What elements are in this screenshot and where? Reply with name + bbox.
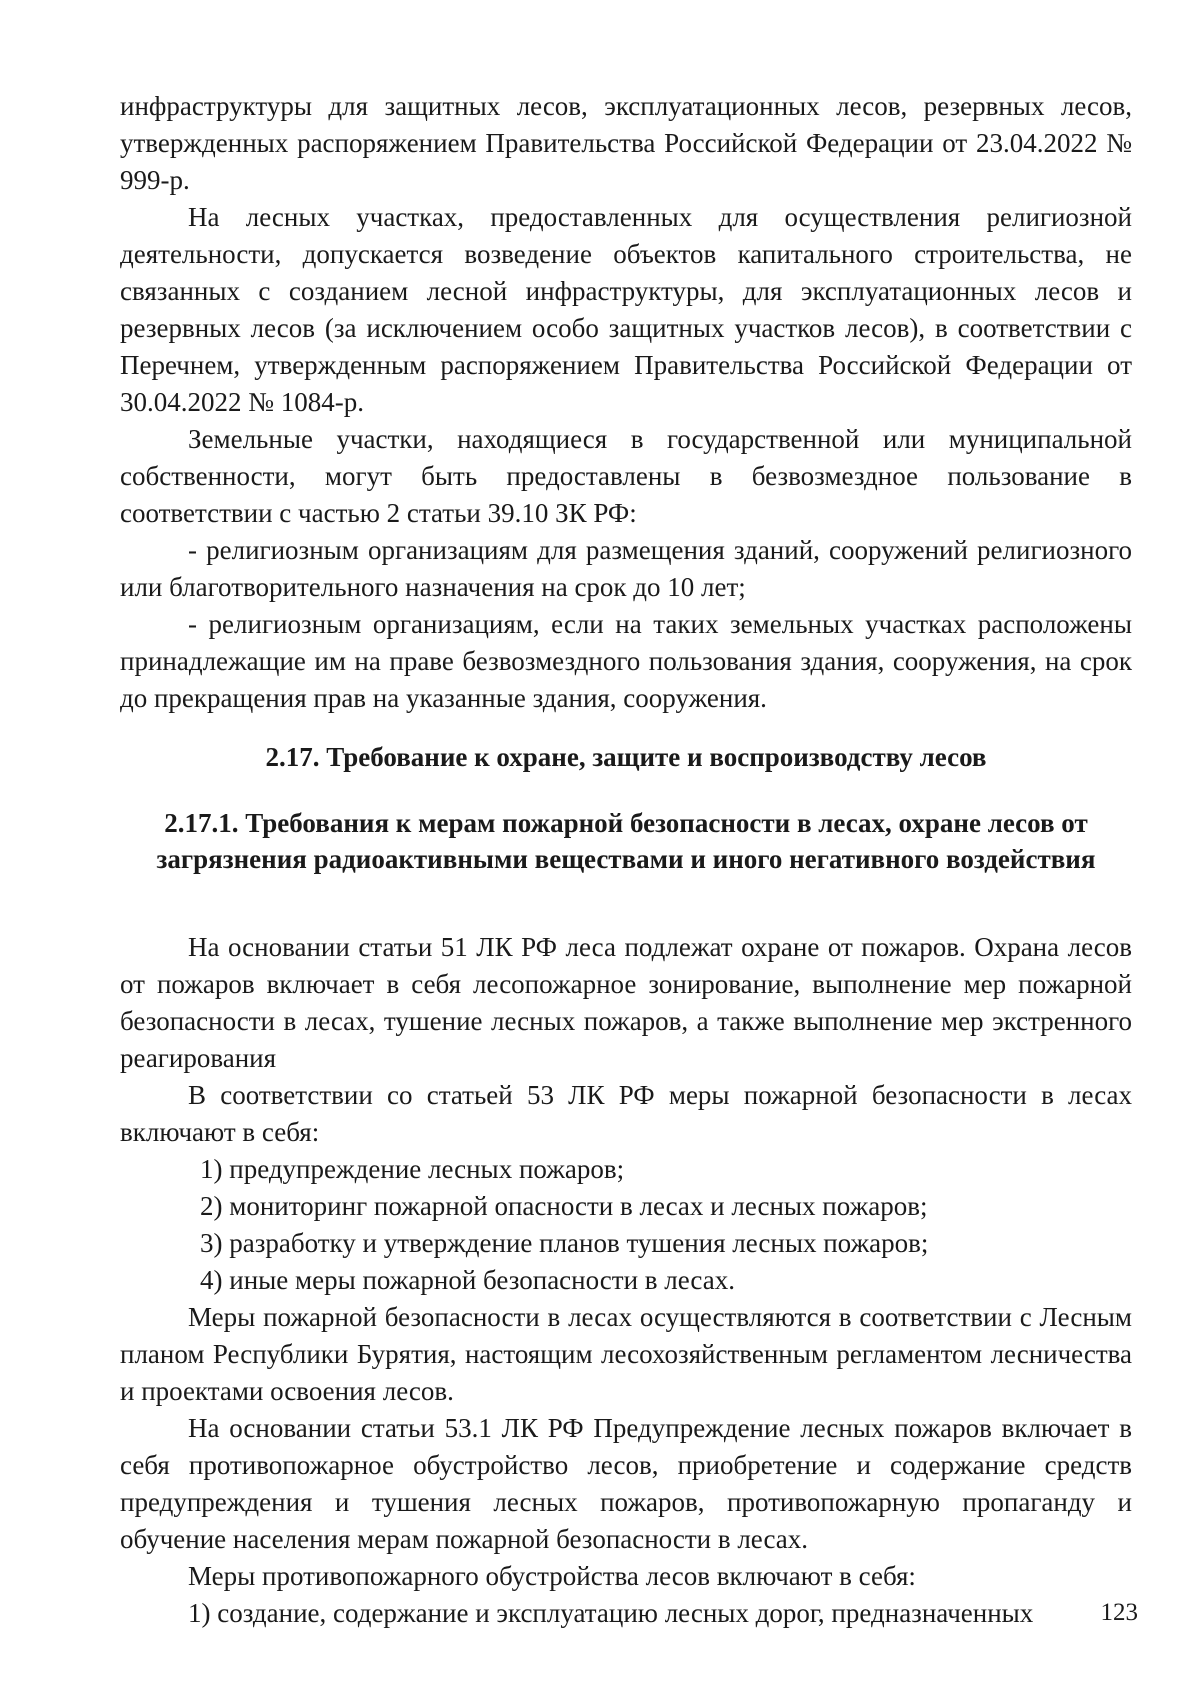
paragraph-fire-arrangement: Меры противопожарного обустройства лесов включают в себя:	[188, 1561, 916, 1591]
paragraph-dash-item-2: - религиозным организациям, если на таких земельных участках расположены принадлежащие им на праве безвозмездного пользования здания, сооружения, на срок до прекращения прав на указанные здания, сооружения.	[120, 609, 1132, 713]
subsection-heading: 2.17.1. Требования к мерам пожарной безопасности в лесах, охране лесов от загрязнения радиоактивными веществами и иного негативного воздействия	[156, 808, 1096, 874]
list-item: 2) мониторинг пожарной опасности в лесах и лесных пожаров;	[200, 1191, 928, 1221]
paragraph-fire-measures: В соответствии со статьей 53 ЛК РФ меры пожарной безопасности в лесах включают в себя:	[120, 1080, 1132, 1147]
section-heading: 2.17. Требование к охране, защите и воспроизводству лесов	[265, 742, 987, 772]
paragraph-land-plots: Земельные участки, находящиеся в государственной или муниципальной собственности, могут быть предоставлены в безвозмездное пользование в соответствии с частью 2 статьи 39.10 ЗК РФ:	[120, 424, 1132, 528]
paragraph-forest-plan: Меры пожарной безопасности в лесах осуществляются в соответствии с Лесным планом Республики Бурятия, настоящим лесохозяйственным регламентом лесничества и проектами освоения лесов.	[120, 1302, 1132, 1406]
list-item: 1) предупреждение лесных пожаров;	[200, 1154, 625, 1184]
paragraph-fire-protection: На основании статьи 51 ЛК РФ леса подлежат охране от пожаров. Охрана лесов от пожаров включает в себя лесопожарное зонирование, выполнение мер пожарной безопасности в лесах, тушение лесных пожаров, а также выполнение мер экстренного реагирования	[120, 932, 1132, 1073]
paragraph-continuation: инфраструктуры для защитных лесов, эксплуатационных лесов, резервных лесов, утвержденных распоряжением Правительства Российской Федерации от 23.04.2022 № 999-р.	[120, 91, 1132, 195]
paragraph-roads-item: 1) создание, содержание и эксплуатацию лесных дорог, предназначенных	[188, 1598, 1034, 1628]
paragraph-dash-item-1: - религиозным организациям для размещения зданий, сооружений религиозного или благотворительного назначения на срок до 10 лет;	[120, 535, 1132, 602]
list-item: 3) разработку и утверждение планов тушения лесных пожаров;	[200, 1228, 929, 1258]
paragraph-fire-prevention: На основании статьи 53.1 ЛК РФ Предупреждение лесных пожаров включает в себя противопожарное обустройство лесов, приобретение и содержание средств предупреждения и тушения лесных пожаров, противопожарную пропаганду и обучение населения мерам пожарной безопасности в лесах.	[120, 1413, 1132, 1554]
document-page	[120, 88, 1132, 1678]
list-item: 4) иные меры пожарной безопасности в лесах.	[200, 1265, 735, 1295]
page-number: 123	[1100, 1599, 1138, 1626]
paragraph-religious-land: На лесных участках, предоставленных для осуществления религиозной деятельности, допускается возведение объектов капитального строительства, не связанных с созданием лесной инфраструктуры, для эксплуатационных лесов и резервных лесов (за исключением особо защитных участков лесов), в соответствии с Перечнем, утвержденным распоряжением Правительства Российской Федерации от 30.04.2022 № 1084-р.	[120, 202, 1132, 417]
